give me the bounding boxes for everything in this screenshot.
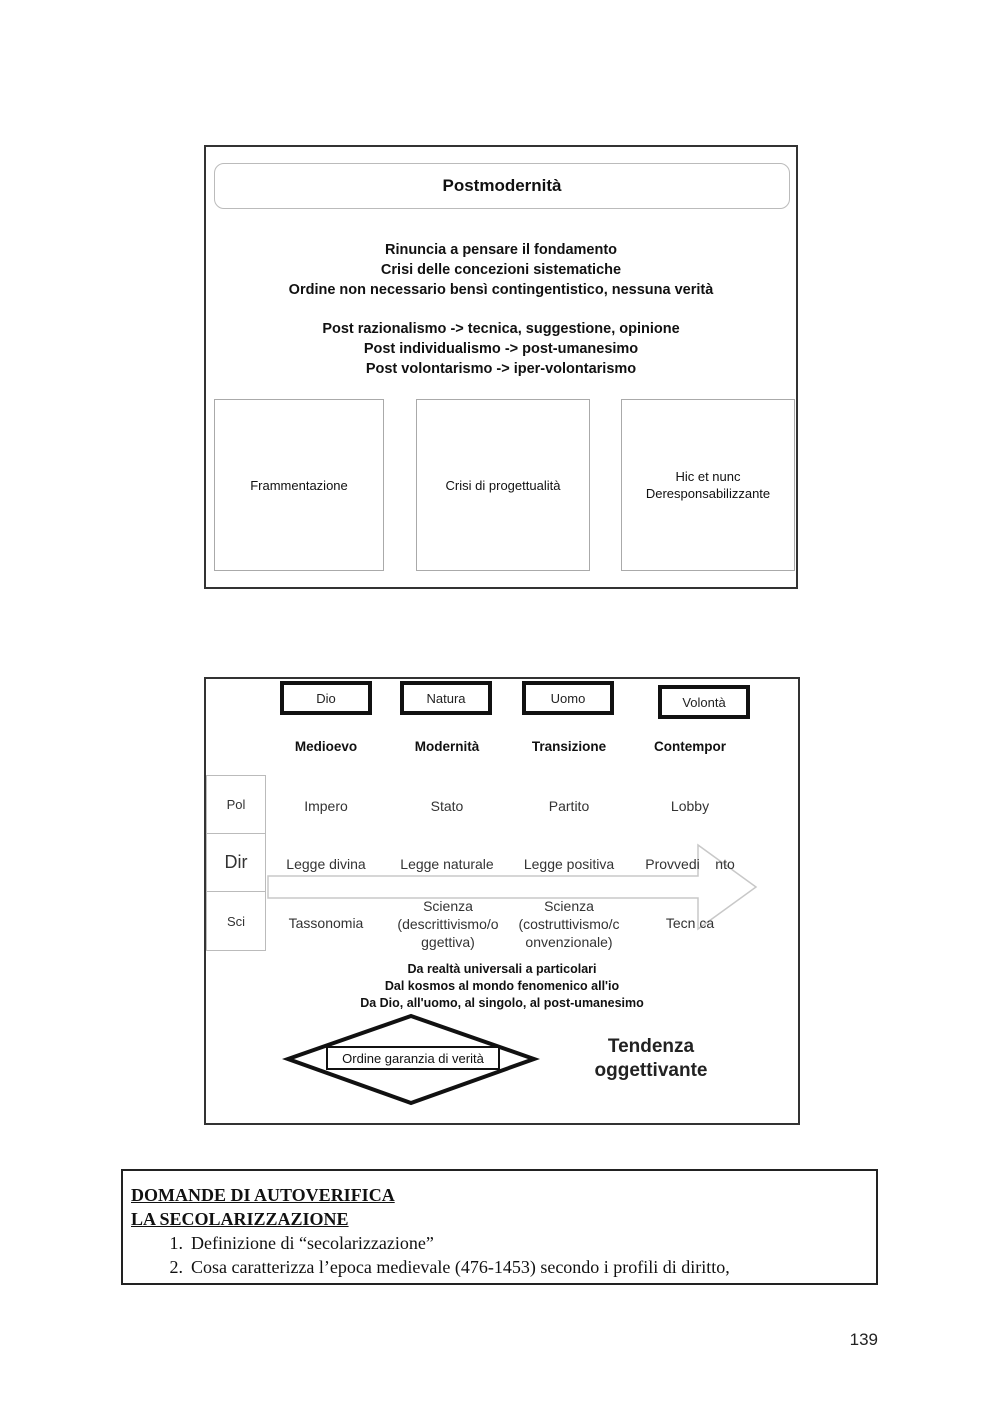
cell-sci-medioevo: Tassonomia	[288, 915, 364, 931]
cell-pol-modernita: Stato	[430, 798, 464, 814]
cell-sci-modernita: Scienza (descrittivismo/o ggettiva)	[397, 898, 499, 950]
principle-line: Rinuncia a pensare il fondamento	[384, 242, 618, 258]
concept-box-frammentazione	[214, 399, 384, 571]
era-label-transizione: Transizione	[531, 739, 607, 754]
page-number: 139	[849, 1330, 878, 1349]
era-box-dio: Dio	[280, 681, 372, 715]
postmodernita-slide	[204, 145, 798, 589]
question-text: Cosa caratterizza l’epoca medievale (476-1453) secondo i profili di diritto,	[191, 1257, 730, 1277]
concept-label: Hic et nunc	[675, 469, 741, 484]
tendenza-line: oggettivante	[594, 1060, 708, 1081]
question-list	[131, 1231, 876, 1279]
question-item	[131, 1255, 876, 1279]
concept-label: Crisi di progettualità	[445, 477, 561, 493]
cell-dir-contemporaneo: Provvedi nto	[645, 856, 735, 872]
question-item	[131, 1231, 876, 1255]
epoche-slide	[204, 677, 800, 1125]
post-block	[206, 319, 796, 379]
question-number: 1.	[169, 1233, 183, 1253]
principles-block	[206, 240, 796, 300]
cell-dir-medioevo: Legge divina	[286, 856, 366, 872]
question-number: 2.	[169, 1257, 183, 1277]
cell-pol-contemporaneo: Lobby	[670, 798, 710, 814]
order-label: Ordine garanzia di verità	[326, 1046, 500, 1070]
concept-box-hic-et-nunc	[621, 399, 795, 571]
era-box-natura: Natura	[400, 681, 492, 715]
era-label-medioevo: Medioevo	[294, 739, 358, 754]
cell-sci-contemporaneo: Tecn ca	[665, 915, 715, 931]
post-line: Post individualismo -> post-umanesimo	[363, 341, 639, 357]
trend-line: Dal kosmos al mondo fenomenico all'io	[384, 979, 620, 993]
trend-line: Da Dio, all'uomo, al singolo, al post-umanesimo	[360, 996, 644, 1010]
row-label-dir: Dir	[206, 833, 266, 892]
cell-dir-modernita: Legge naturale	[400, 856, 494, 872]
era-label-contemporaneo: Contempor	[654, 739, 726, 754]
principle-line: Crisi delle concezioni sistematiche	[380, 262, 622, 278]
trend-summary	[206, 961, 798, 1012]
row-label-sci: Sci	[206, 891, 266, 951]
era-box-uomo: Uomo	[522, 681, 614, 715]
row-label-pol: Pol	[206, 775, 266, 834]
self-check-heading: DOMANDE DI AUTOVERIFICA	[131, 1185, 395, 1205]
concept-box-progettualita	[416, 399, 590, 571]
principle-line: Ordine non necessario bensì contingentistico, nessuna verità	[288, 282, 714, 298]
self-check-box	[121, 1169, 878, 1285]
tendenza-line: Tendenza	[607, 1036, 695, 1057]
cell-sci-transizione: Scienza (costruttivismo/c onvenzionale)	[518, 898, 620, 950]
cell-dir-transizione: Legge positiva	[523, 856, 615, 872]
question-text: Definizione di “secolarizzazione”	[191, 1233, 434, 1253]
cell-pol-medioevo: Impero	[304, 798, 348, 814]
topic-heading: LA SECOLARIZZAZIONE	[131, 1209, 349, 1229]
post-line: Post volontarismo -> iper-volontarismo	[365, 361, 637, 377]
slide-title: Postmodernità	[214, 163, 790, 209]
concept-label: Frammentazione	[250, 477, 348, 493]
trend-line: Da realtà universali a particolari	[407, 962, 597, 976]
era-label-modernita: Modernità	[414, 739, 480, 754]
post-line: Post razionalismo -> tecnica, suggestione, opinione	[322, 321, 680, 337]
tendenza-label	[566, 1035, 736, 1083]
cell-pol-transizione: Partito	[548, 798, 590, 814]
era-box-volonta: Volontà	[658, 685, 750, 719]
concept-label: Deresponsabilizzante	[645, 486, 771, 501]
